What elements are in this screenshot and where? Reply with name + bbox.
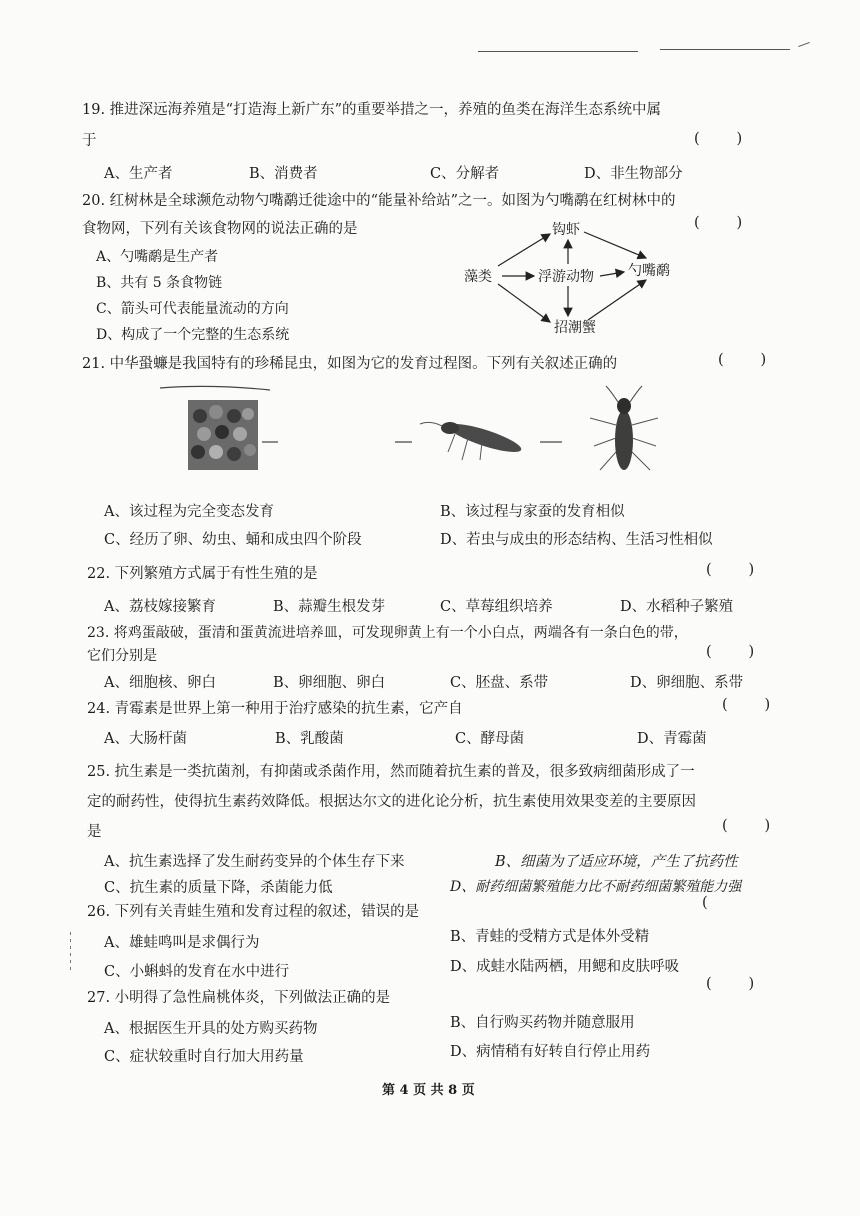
- node-zhaochaoxie: 招潮蟹: [554, 320, 596, 336]
- option-d: D、非生物部分: [584, 166, 683, 182]
- arrow-zhaochaoxie-shaozuiyu: [588, 280, 646, 320]
- answer-parentheses: ( ): [706, 644, 755, 660]
- question-stem: 21. 中华蛩蠊是我国特有的珍稀昆虫，如图为它的发育过程图。下列有关叙述正确的: [82, 356, 618, 372]
- node-fuyou: 浮游动物: [538, 269, 594, 285]
- egg-cluster-photo: [188, 400, 258, 470]
- option-c: C、分解者: [430, 166, 500, 182]
- option-b: B、青蛙的受精方式是体外受精: [450, 929, 650, 945]
- answer-parentheses: ( ): [722, 818, 771, 834]
- option-c: C、箭头可代表能量流动的方向: [96, 301, 289, 317]
- arrow-gouxia-shaozuiyu: [584, 232, 646, 258]
- option-a: A、生产者: [104, 166, 173, 182]
- option-c: C、酵母菌: [455, 731, 525, 747]
- option-b: B、细菌为了适应环境，产生了抗药性: [495, 854, 738, 870]
- option-b: B、卵细胞、卵白: [273, 675, 386, 691]
- arrow-fuyou-shaozuiyu: [600, 272, 624, 276]
- node-zaolei: 藻类: [464, 269, 492, 285]
- option-b: B、自行购买药物并随意服用: [450, 1015, 635, 1031]
- question-stem: 25. 抗生素是一类抗菌剂，有抑菌或杀菌作用，然而随着抗生素的普及，很多致病细菌形成了一: [87, 764, 695, 780]
- option-b: B、消费者: [249, 166, 318, 182]
- question-stem: 19. 推进深远海养殖是“打造海上新广东”的重要举措之一，养殖的鱼类在海洋生态系统中属: [82, 102, 661, 118]
- question-stem: 20. 红树林是全球濒危动物勺嘴鹬迁徙途中的“能量补给站”之一。如图为勺嘴鹬在红树林中的: [82, 193, 676, 209]
- option-a: A、荔枝嫁接繁育: [104, 599, 216, 615]
- option-c: C、胚盘、系带: [450, 675, 549, 691]
- node-shaozuiyu: 勺嘴鹬: [628, 263, 670, 279]
- answer-parentheses: ( ): [722, 697, 771, 713]
- option-a: A、抗生素选择了发生耐药变异的个体生存下来: [104, 854, 405, 870]
- page-number: 第 4 页 共 8 页: [382, 1083, 475, 1098]
- figure-scan-stroke: [160, 386, 270, 390]
- option-d: D、病情稍有好转自行停止用药: [450, 1044, 651, 1060]
- option-c: C、经历了卵、幼虫、蛹和成虫四个阶段: [104, 532, 362, 548]
- answer-parentheses: ( ): [706, 976, 755, 992]
- margin-mark: [70, 932, 71, 972]
- answer-parentheses: ( ): [694, 215, 743, 231]
- food-web-diagram: [450, 218, 710, 344]
- option-d: D、青霉菌: [637, 731, 707, 747]
- top-rule-tick: [798, 42, 810, 47]
- question-stem: 22. 下列繁殖方式属于有性生殖的是: [87, 566, 318, 582]
- question-stem: 是: [87, 824, 102, 840]
- option-a: A、雄蛙鸣叫是求偶行为: [104, 935, 260, 951]
- option-a: A、细胞核、卵白: [104, 675, 216, 691]
- question-stem: 定的耐药性，使得抗生素药效降低。根据达尔文的进化论分析，抗生素使用效果变差的主要原因: [87, 794, 696, 810]
- node-gouxia: 钩虾: [552, 222, 580, 238]
- answer-parentheses: ( ): [706, 562, 755, 578]
- option-b: B、蒜瓣生根发芽: [273, 599, 386, 615]
- option-a: A、该过程为完全变态发育: [104, 504, 274, 520]
- option-c: C、小蝌蚪的发育在水中进行: [104, 964, 290, 980]
- option-b: B、乳酸菌: [275, 731, 344, 747]
- adult-photo: [590, 386, 658, 470]
- question-stem: 23. 将鸡蛋敲破，蛋清和蛋黄流进培养皿，可发现卵黄上有一个小白点，两端各有一条白色的带，: [87, 625, 688, 641]
- option-d: D、成蛙水陆两栖，用鳃和皮肤呼吸: [450, 959, 680, 975]
- option-c: C、草莓组织培养: [440, 599, 553, 615]
- answer-parentheses: ( ): [694, 131, 743, 147]
- question-stem: 它们分别是: [87, 648, 157, 664]
- question-stem: 27. 小明得了急性扁桃体炎，下列做法正确的是: [87, 990, 391, 1006]
- top-rule-right: [660, 49, 790, 50]
- top-rule-left: [478, 51, 638, 52]
- question-stem: 26. 下列有关青蛙生殖和发育过程的叙述，错误的是: [87, 904, 420, 920]
- option-d: D、水稻种子繁殖: [620, 599, 734, 615]
- option-c: C、抗生素的质量下降，杀菌能力低: [104, 880, 333, 896]
- arrow-zaolei-gouxia: [498, 234, 550, 266]
- option-b: B、共有 5 条食物链: [96, 275, 223, 291]
- nymph-photo: [420, 419, 524, 460]
- option-c: C、症状较重时自行加大用药量: [104, 1049, 304, 1065]
- option-b: B、该过程与家蚕的发育相似: [440, 504, 625, 520]
- option-a: A、大肠杆菌: [104, 731, 187, 747]
- option-d: D、卵细胞、系带: [630, 675, 744, 691]
- option-a: A、根据医生开具的处方购买药物: [104, 1021, 318, 1037]
- option-d: D、构成了一个完整的生态系统: [96, 327, 290, 343]
- question-stem: 食物网，下列有关该食物网的说法正确的是: [82, 221, 358, 237]
- option-d: D、若虫与成虫的形态结构、生活习性相似: [440, 532, 713, 548]
- answer-parentheses: (: [702, 895, 708, 911]
- option-a: A、勺嘴鹬是生产者: [96, 249, 219, 265]
- answer-parentheses: ( ): [718, 352, 767, 368]
- question-stem: 24. 青霉素是世界上第一种用于治疗感染的抗生素，它产自: [87, 701, 463, 717]
- option-d: D、耐药细菌繁殖能力比不耐药细菌繁殖能力强: [450, 879, 742, 895]
- development-process-figure: [150, 380, 680, 480]
- question-stem: 于: [82, 133, 97, 149]
- arrow-zaolei-zhaochaoxie: [498, 284, 550, 322]
